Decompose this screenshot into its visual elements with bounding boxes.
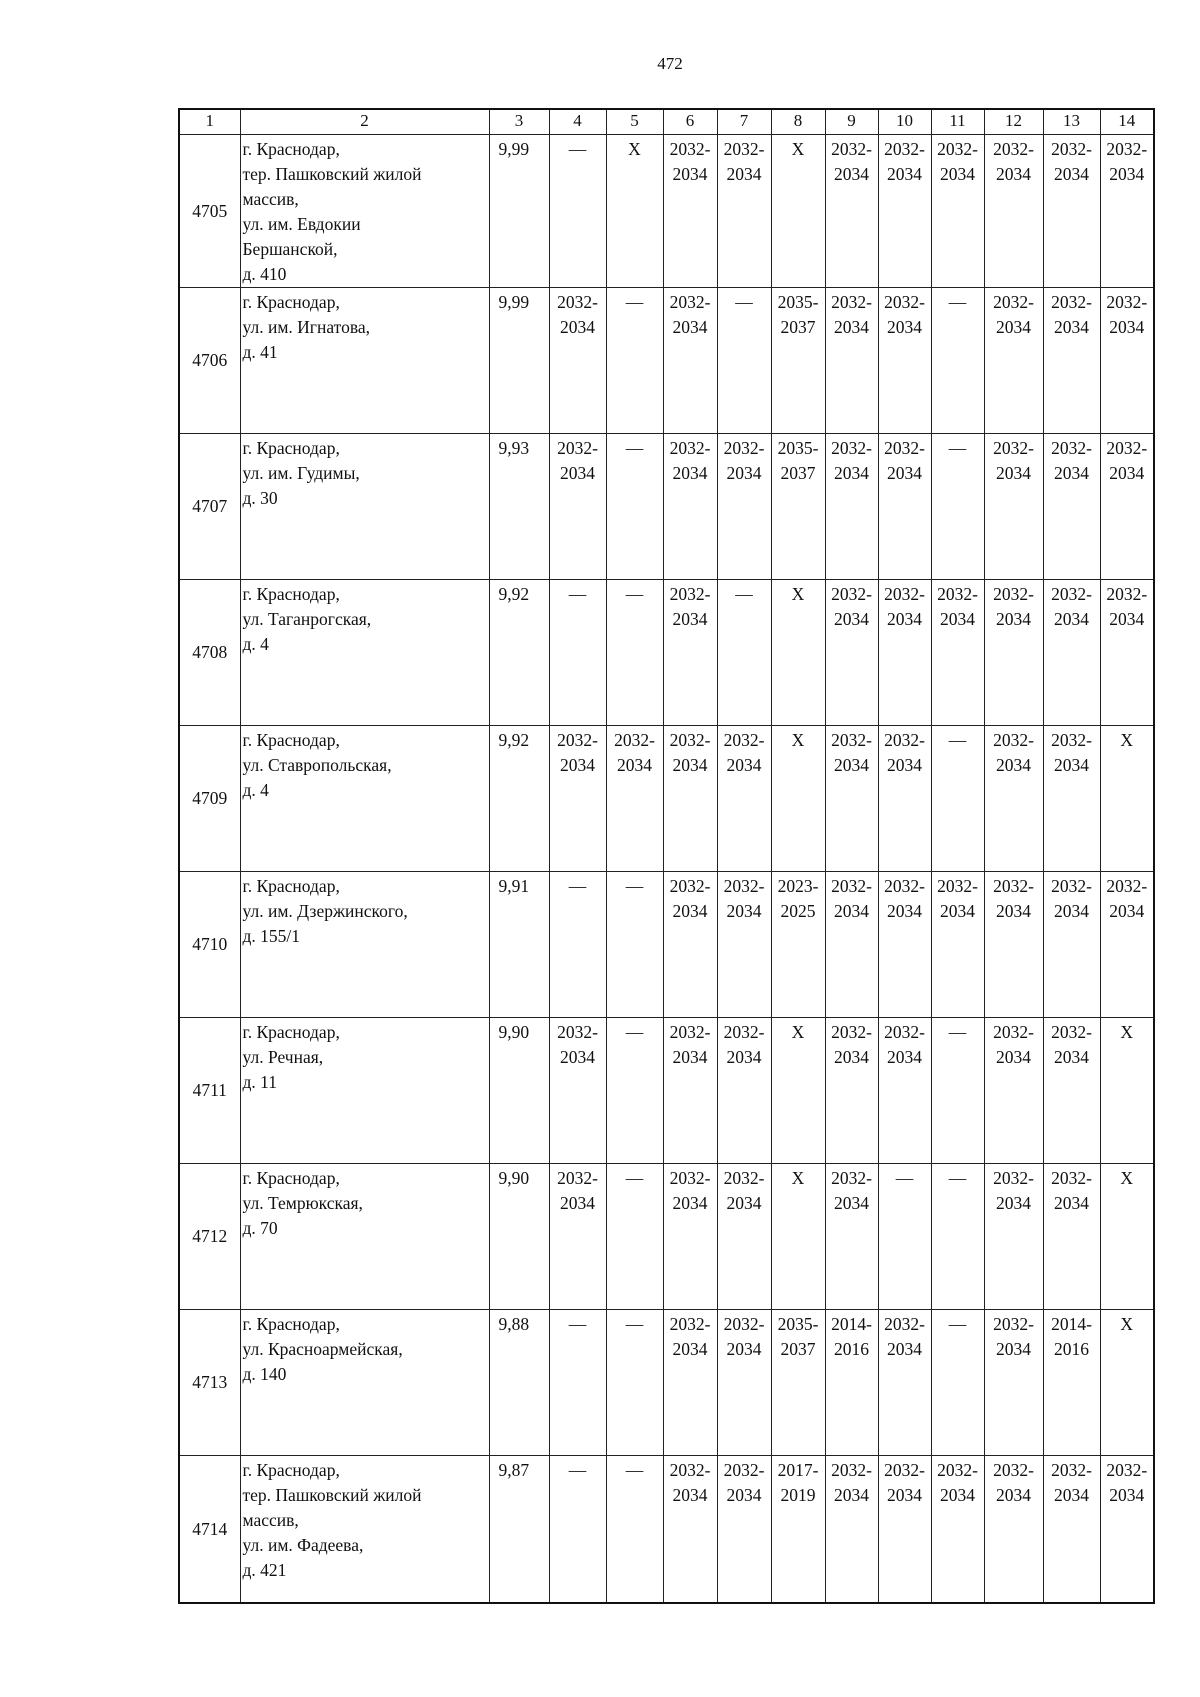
period-cell: 2035- 2037 [771, 434, 825, 580]
address-cell: г. Краснодар, тер. Пашковский жилой массив, ул. им. Евдокии Бершанской, д. 410 [240, 135, 489, 288]
period-cell: — [878, 1164, 931, 1310]
period-cell: 2032- 2034 [878, 1456, 931, 1604]
period-cell: 2032- 2034 [984, 135, 1043, 288]
period-cell: 2017- 2019 [771, 1456, 825, 1604]
table-row [179, 1018, 1154, 1164]
period-cell: 2032- 2034 [878, 288, 931, 434]
period-cell: 2032- 2034 [984, 1310, 1043, 1456]
period-cell: — [549, 1310, 606, 1456]
period-cell: 2032- 2034 [549, 288, 606, 434]
period-cell: 2032- 2034 [663, 726, 717, 872]
period-cell: — [549, 1456, 606, 1604]
column-header: 11 [931, 109, 984, 135]
period-cell: 2032- 2034 [663, 1456, 717, 1604]
page-number: 472 [657, 54, 683, 73]
period-cell: — [549, 872, 606, 1018]
column-header: 13 [1043, 109, 1100, 135]
column-header: 5 [606, 109, 663, 135]
score-cell: 9,88 [489, 1310, 549, 1456]
score-cell: 9,91 [489, 872, 549, 1018]
period-cell: 2032- 2034 [984, 434, 1043, 580]
period-cell: 2032- 2034 [606, 726, 663, 872]
period-cell: 2032- 2034 [825, 1456, 878, 1604]
housing-registry-table [178, 108, 1155, 1604]
period-cell: 2032- 2034 [878, 1018, 931, 1164]
period-cell: 2014- 2016 [825, 1310, 878, 1456]
period-cell: — [606, 1456, 663, 1604]
period-cell: 2032- 2034 [1043, 434, 1100, 580]
period-cell: Х [1100, 1310, 1154, 1456]
row-number-cell: 4714 [179, 1456, 240, 1604]
row-number-cell: 4711 [179, 1018, 240, 1164]
period-cell: 2032- 2034 [984, 726, 1043, 872]
period-cell: 2035- 2037 [771, 288, 825, 434]
period-cell: Х [1100, 1164, 1154, 1310]
period-cell: — [717, 288, 771, 434]
period-cell: — [931, 1310, 984, 1456]
period-cell: 2032- 2034 [1100, 135, 1154, 288]
table-row [179, 1310, 1154, 1456]
table-body [179, 109, 1154, 1603]
table-row [179, 135, 1154, 288]
period-cell: 2032- 2034 [931, 135, 984, 288]
column-header: 2 [240, 109, 489, 135]
period-cell: 2032- 2034 [878, 135, 931, 288]
period-cell: — [931, 1018, 984, 1164]
period-cell: 2032- 2034 [717, 434, 771, 580]
address-cell: г. Краснодар, ул. Таганрогская, д. 4 [240, 580, 489, 726]
period-cell: 2032- 2034 [549, 1018, 606, 1164]
period-cell: 2032- 2034 [984, 580, 1043, 726]
period-cell: 2032- 2034 [825, 288, 878, 434]
period-cell: 2032- 2034 [825, 1018, 878, 1164]
table-row [179, 434, 1154, 580]
column-header: 3 [489, 109, 549, 135]
row-number-cell: 4712 [179, 1164, 240, 1310]
period-cell: 2032- 2034 [878, 1310, 931, 1456]
column-header: 14 [1100, 109, 1154, 135]
period-cell: 2032- 2034 [663, 434, 717, 580]
period-cell: 2032- 2034 [1043, 726, 1100, 872]
period-cell: — [606, 1310, 663, 1456]
period-cell: 2032- 2034 [825, 872, 878, 1018]
column-header: 9 [825, 109, 878, 135]
address-cell: г. Краснодар, ул. Темрюкская, д. 70 [240, 1164, 489, 1310]
row-number-cell: 4710 [179, 872, 240, 1018]
period-cell: 2032- 2034 [663, 1018, 717, 1164]
address-cell: г. Краснодар, тер. Пашковский жилой массив, ул. им. Фадеева, д. 421 [240, 1456, 489, 1604]
period-cell: — [606, 1164, 663, 1310]
period-cell: 2032- 2034 [1043, 288, 1100, 434]
period-cell: 2032- 2034 [1100, 872, 1154, 1018]
score-cell: 9,92 [489, 580, 549, 726]
period-cell: 2032- 2034 [1043, 872, 1100, 1018]
period-cell: 2032- 2034 [663, 1310, 717, 1456]
table-row [179, 1456, 1154, 1604]
period-cell: 2032- 2034 [549, 1164, 606, 1310]
period-cell: 2032- 2034 [1043, 135, 1100, 288]
period-cell: 2032- 2034 [717, 1018, 771, 1164]
period-cell: 2032- 2034 [717, 1310, 771, 1456]
period-cell: 2032- 2034 [549, 726, 606, 872]
period-cell: 2032- 2034 [825, 135, 878, 288]
period-cell: 2032- 2034 [717, 1164, 771, 1310]
column-header-row [179, 109, 1154, 135]
period-cell: Х [771, 726, 825, 872]
period-cell: Х [1100, 726, 1154, 872]
period-cell: 2032- 2034 [717, 135, 771, 288]
period-cell: Х [771, 580, 825, 726]
period-cell: 2032- 2034 [984, 1018, 1043, 1164]
period-cell: — [931, 434, 984, 580]
period-cell: Х [1100, 1018, 1154, 1164]
score-cell: 9,92 [489, 726, 549, 872]
period-cell: 2032- 2034 [984, 872, 1043, 1018]
score-cell: 9,99 [489, 288, 549, 434]
table-row [179, 872, 1154, 1018]
period-cell: — [606, 434, 663, 580]
period-cell: 2032- 2034 [825, 1164, 878, 1310]
column-header: 1 [179, 109, 240, 135]
row-number-cell: 4709 [179, 726, 240, 872]
period-cell: 2032- 2034 [1043, 1018, 1100, 1164]
address-cell: г. Краснодар, ул. Речная, д. 11 [240, 1018, 489, 1164]
period-cell: 2032- 2034 [878, 580, 931, 726]
period-cell: 2032- 2034 [878, 434, 931, 580]
address-cell: г. Краснодар, ул. им. Дзержинского, д. 155/1 [240, 872, 489, 1018]
column-header: 4 [549, 109, 606, 135]
table-row [179, 1164, 1154, 1310]
period-cell: 2032- 2034 [825, 434, 878, 580]
period-cell: 2032- 2034 [663, 288, 717, 434]
table-row [179, 288, 1154, 434]
address-cell: г. Краснодар, ул. им. Игнатова, д. 41 [240, 288, 489, 434]
period-cell: 2032- 2034 [878, 726, 931, 872]
period-cell: 2032- 2034 [931, 580, 984, 726]
table-row [179, 726, 1154, 872]
period-cell: 2032- 2034 [1100, 1456, 1154, 1604]
period-cell: 2032- 2034 [984, 288, 1043, 434]
period-cell: 2032- 2034 [825, 580, 878, 726]
score-cell: 9,93 [489, 434, 549, 580]
period-cell: 2035- 2037 [771, 1310, 825, 1456]
address-cell: г. Краснодар, ул. им. Гудимы, д. 30 [240, 434, 489, 580]
period-cell: Х [771, 135, 825, 288]
row-number-cell: 4707 [179, 434, 240, 580]
period-cell: — [717, 580, 771, 726]
period-cell: Х [771, 1164, 825, 1310]
period-cell: 2014- 2016 [1043, 1310, 1100, 1456]
period-cell: 2032- 2034 [984, 1456, 1043, 1604]
address-cell: г. Краснодар, ул. Ставропольская, д. 4 [240, 726, 489, 872]
row-number-cell: 4708 [179, 580, 240, 726]
period-cell: 2032- 2034 [663, 872, 717, 1018]
period-cell: 2032- 2034 [878, 872, 931, 1018]
period-cell: — [931, 1164, 984, 1310]
period-cell: — [931, 288, 984, 434]
score-cell: 9,90 [489, 1164, 549, 1310]
row-number-cell: 4713 [179, 1310, 240, 1456]
period-cell: — [549, 135, 606, 288]
period-cell: Х [771, 1018, 825, 1164]
period-cell: — [606, 1018, 663, 1164]
period-cell: — [931, 726, 984, 872]
period-cell: 2032- 2034 [931, 1456, 984, 1604]
score-cell: 9,87 [489, 1456, 549, 1604]
score-cell: 9,99 [489, 135, 549, 288]
period-cell: 2023- 2025 [771, 872, 825, 1018]
period-cell: 2032- 2034 [825, 726, 878, 872]
period-cell: — [606, 288, 663, 434]
score-cell: 9,90 [489, 1018, 549, 1164]
column-header: 6 [663, 109, 717, 135]
period-cell: Х [606, 135, 663, 288]
period-cell: 2032- 2034 [663, 580, 717, 726]
period-cell: — [606, 580, 663, 726]
period-cell: 2032- 2034 [1043, 1456, 1100, 1604]
column-header: 10 [878, 109, 931, 135]
table-row [179, 580, 1154, 726]
period-cell: — [549, 580, 606, 726]
period-cell: — [606, 872, 663, 1018]
address-cell: г. Краснодар, ул. Красноармейская, д. 140 [240, 1310, 489, 1456]
period-cell: 2032- 2034 [1100, 580, 1154, 726]
period-cell: 2032- 2034 [663, 1164, 717, 1310]
column-header: 7 [717, 109, 771, 135]
row-number-cell: 4705 [179, 135, 240, 288]
row-number-cell: 4706 [179, 288, 240, 434]
period-cell: 2032- 2034 [717, 1456, 771, 1604]
column-header: 12 [984, 109, 1043, 135]
period-cell: 2032- 2034 [931, 872, 984, 1018]
period-cell: 2032- 2034 [549, 434, 606, 580]
period-cell: 2032- 2034 [984, 1164, 1043, 1310]
period-cell: 2032- 2034 [717, 726, 771, 872]
period-cell: 2032- 2034 [663, 135, 717, 288]
period-cell: 2032- 2034 [1043, 580, 1100, 726]
period-cell: 2032- 2034 [1100, 434, 1154, 580]
period-cell: 2032- 2034 [1100, 288, 1154, 434]
column-header: 8 [771, 109, 825, 135]
period-cell: 2032- 2034 [717, 872, 771, 1018]
period-cell: 2032- 2034 [1043, 1164, 1100, 1310]
